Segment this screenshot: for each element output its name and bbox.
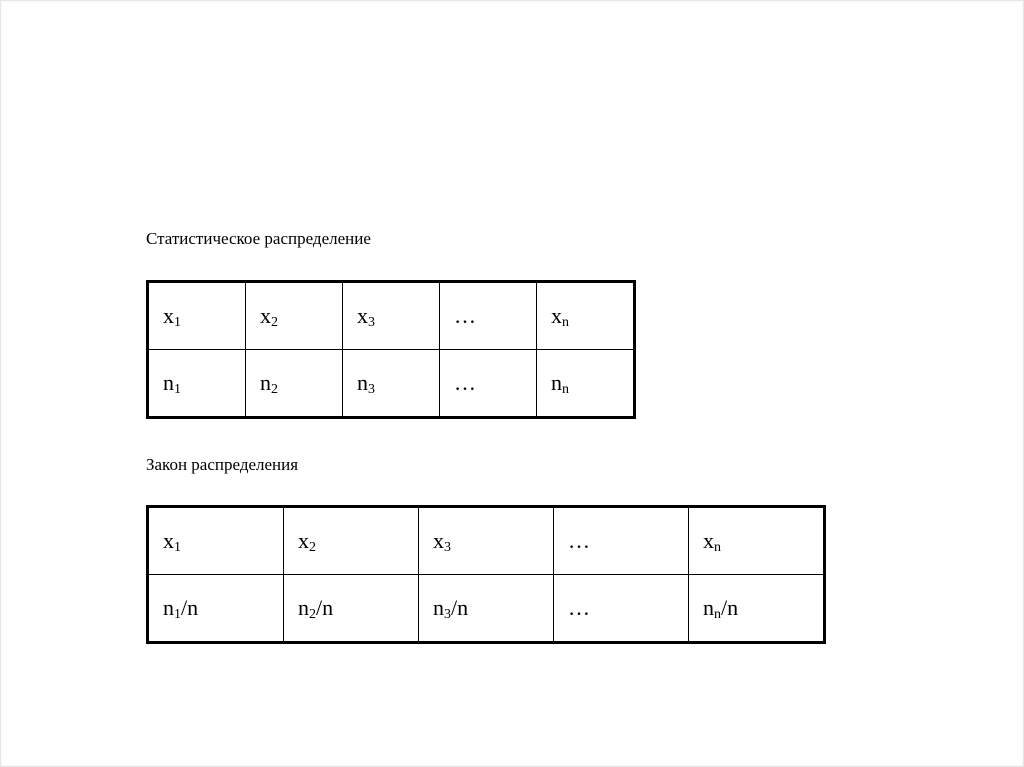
statistical-distribution-caption: Статистическое распределение bbox=[146, 229, 371, 248]
table-cell: $x_3$ bbox=[343, 282, 440, 350]
statistical-distribution-table bbox=[146, 280, 636, 419]
table-cell: $n_3/n$ bbox=[419, 575, 554, 643]
table-row-values bbox=[148, 282, 635, 350]
table-cell: … bbox=[554, 507, 689, 575]
distribution-law-caption: Закон распределения bbox=[146, 455, 299, 474]
table-cell: $x_3$ bbox=[419, 507, 554, 575]
table-row-frequencies bbox=[148, 350, 635, 418]
table-cell: $x_1$ bbox=[148, 507, 284, 575]
table-cell: $n_n$ bbox=[537, 350, 635, 418]
table-cell: $x_2$ bbox=[284, 507, 419, 575]
table-cell: $x_n$ bbox=[689, 507, 825, 575]
table-cell: $x_2$ bbox=[246, 282, 343, 350]
table-cell: … bbox=[440, 350, 537, 418]
table-cell: $x_1$ bbox=[148, 282, 246, 350]
distribution-law-table bbox=[146, 505, 826, 644]
table-cell: $n_1/n$ bbox=[148, 575, 284, 643]
table-row-relative-frequencies bbox=[148, 575, 825, 643]
table-cell: $n_2$ bbox=[246, 350, 343, 418]
table-cell: $x_n$ bbox=[537, 282, 635, 350]
table-cell: $n_2/n$ bbox=[284, 575, 419, 643]
table-cell: $n_n/n$ bbox=[689, 575, 825, 643]
table-cell: … bbox=[554, 575, 689, 643]
table-cell: $n_3$ bbox=[343, 350, 440, 418]
table-cell: … bbox=[440, 282, 537, 350]
table-row-values bbox=[148, 507, 825, 575]
table-cell: $n_1$ bbox=[148, 350, 246, 418]
